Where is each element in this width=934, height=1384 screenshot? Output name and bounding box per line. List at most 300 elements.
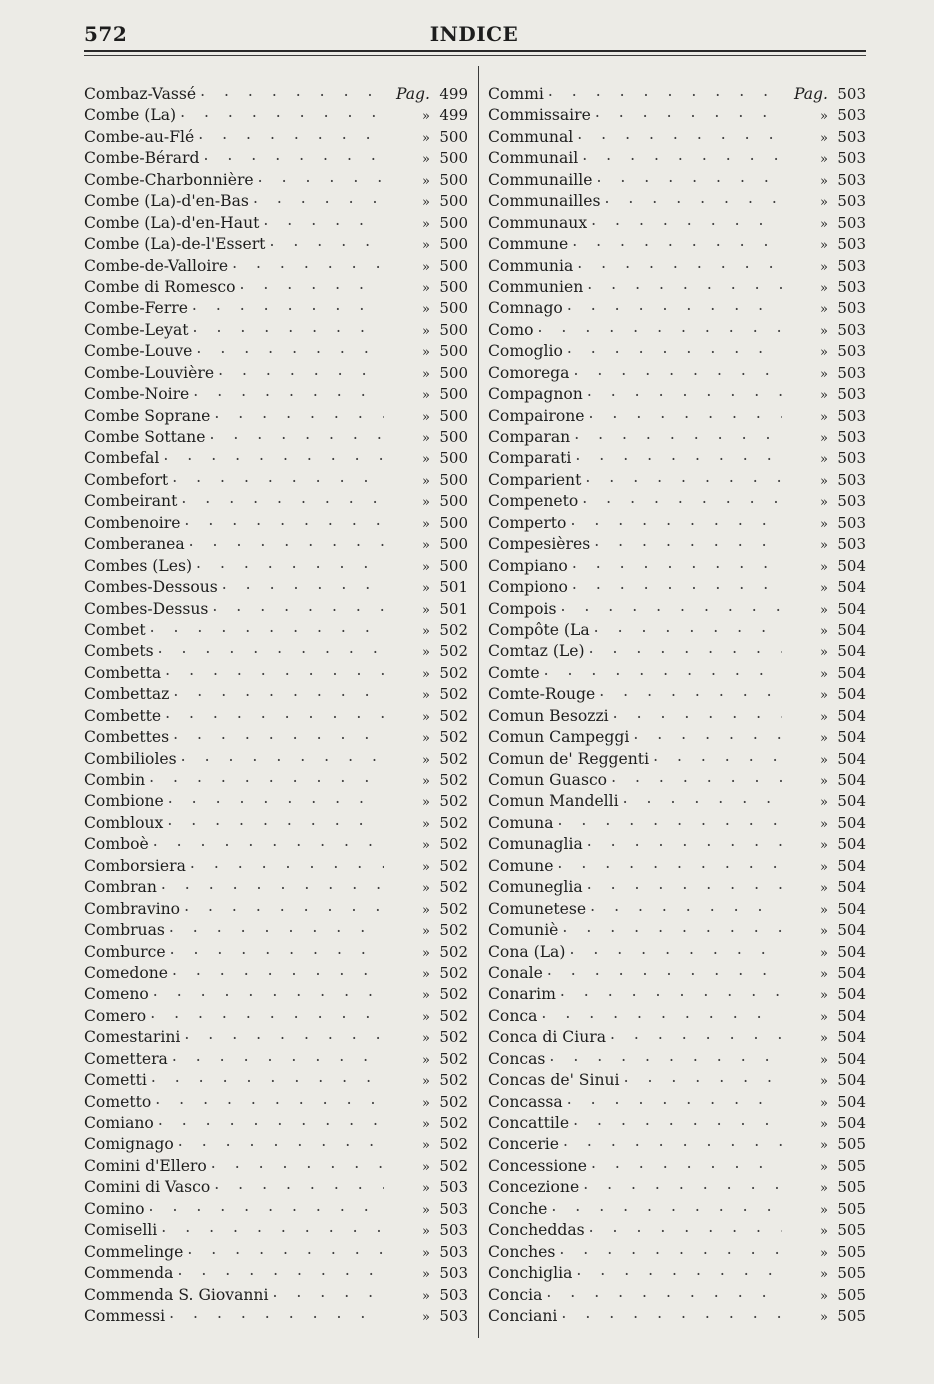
dot-leader	[193, 381, 384, 402]
dot-leader	[149, 767, 384, 788]
entry-page-number: 503	[837, 277, 866, 296]
dot-leader	[253, 188, 384, 209]
dot-leader	[546, 1282, 782, 1303]
dot-leader	[200, 81, 384, 102]
entry-page-prefix: »	[820, 859, 828, 875]
entry-name: Comun Campeggi	[488, 728, 630, 747]
entry-name: Combe-Louve	[84, 342, 193, 361]
entry-name: Comunetese	[488, 899, 587, 918]
entry-page-number: 504	[837, 1114, 866, 1132]
entry-page-number: 500	[439, 127, 468, 146]
entry-page-prefix: »	[820, 1009, 828, 1025]
entry-page-number: 502	[439, 792, 468, 811]
dot-leader	[218, 360, 384, 381]
entry-page-number: 502	[439, 706, 468, 725]
entry-name: Combetta	[84, 663, 162, 682]
entry-page-prefix: »	[422, 859, 430, 875]
entry-page-number: 500	[439, 299, 468, 318]
dot-leader	[155, 1089, 384, 1110]
entry-page-number: 502	[439, 1114, 468, 1132]
entry-page-prefix: »	[422, 966, 430, 982]
entry-page-number: 503	[837, 320, 866, 339]
entry-page-number: 500	[439, 470, 468, 489]
dot-leader	[610, 1024, 782, 1045]
entry-name: Comestarini	[84, 1028, 181, 1047]
entry-page-prefix: »	[820, 795, 828, 811]
entry-page-prefix: Pag.	[793, 85, 828, 103]
entry-name: Commenda S. Giovanni	[84, 1285, 269, 1304]
entry-name: Commenda	[84, 1264, 174, 1283]
dot-leader	[161, 874, 384, 895]
entry-name: Comberanea	[84, 535, 185, 554]
entry-name: Combe (La)-d'en-Bas	[84, 192, 249, 211]
dot-leader	[585, 467, 782, 488]
entry-page-prefix: »	[820, 431, 828, 446]
dot-leader	[269, 231, 384, 252]
entry-page-prefix: »	[820, 881, 828, 897]
dot-leader	[173, 724, 384, 745]
entry-page-prefix: »	[820, 623, 828, 639]
entry-page-number: 505	[837, 1221, 866, 1240]
entry-page-prefix: »	[820, 173, 828, 189]
entry-name: Comnago	[488, 299, 563, 318]
dot-leader	[184, 1024, 384, 1045]
dot-leader	[589, 1217, 782, 1238]
dot-leader	[178, 1131, 384, 1152]
entry-page-number: 502	[439, 835, 468, 854]
dot-leader	[570, 510, 782, 531]
dot-leader	[239, 274, 384, 295]
entry-page-prefix: »	[422, 1181, 430, 1197]
entry-page-number: 504	[837, 985, 866, 1004]
entry-page-number: 502	[439, 921, 468, 940]
entry-name: Communailles	[488, 192, 601, 211]
entry-page-prefix: »	[422, 709, 430, 725]
entry-name: Combette	[84, 706, 162, 725]
entry-page-number: 504	[837, 642, 866, 661]
dot-leader	[190, 853, 384, 874]
dot-leader	[567, 295, 782, 316]
dot-leader	[153, 831, 384, 852]
entry-page-prefix: »	[820, 1052, 828, 1068]
entry-name: Combe Sottane	[84, 428, 206, 446]
entry-page-number: 503	[837, 385, 866, 404]
dot-leader	[560, 596, 782, 617]
dot-leader	[587, 831, 782, 852]
dot-leader	[172, 1046, 384, 1067]
dot-leader	[163, 445, 384, 466]
entry-name: Compois	[488, 599, 557, 618]
entry-name: Combilioles	[84, 749, 177, 768]
entry-page-prefix: »	[422, 1224, 430, 1240]
entry-page-number: 499	[439, 85, 468, 103]
dot-leader	[203, 145, 384, 166]
entry-page-number: 502	[439, 1071, 468, 1090]
entry-name: Communail	[488, 149, 579, 168]
entry-page-prefix: »	[820, 945, 828, 961]
entry-name: Compeneto	[488, 492, 579, 511]
dot-leader	[547, 960, 782, 981]
entry-name: Conca	[488, 1006, 538, 1025]
dot-leader	[214, 403, 384, 424]
entry-page-prefix: »	[422, 152, 430, 168]
dot-leader	[582, 145, 782, 166]
dot-leader	[573, 1110, 782, 1131]
dot-leader	[169, 917, 384, 938]
dot-leader	[158, 638, 384, 659]
entry-page-prefix: »	[820, 1095, 828, 1111]
entry-page-prefix: »	[820, 1224, 828, 1240]
entry-name: Compiono	[488, 578, 568, 597]
entry-page-number: 502	[439, 1006, 468, 1025]
entry-page-number: 500	[439, 535, 468, 554]
entry-page-number: 502	[439, 1049, 468, 1068]
dot-leader	[577, 124, 782, 145]
entry-page-prefix: »	[422, 731, 430, 747]
dot-leader	[198, 124, 384, 145]
dot-leader	[557, 853, 782, 874]
entry-name: Comun de' Reggenti	[488, 749, 650, 768]
entry-page-prefix: »	[422, 388, 430, 404]
dot-leader	[562, 917, 782, 938]
entry-page-number: 503	[439, 1178, 468, 1197]
dot-leader	[567, 1089, 782, 1110]
dot-leader	[193, 317, 384, 338]
entry-name: Comoglio	[488, 342, 563, 361]
entry-page-prefix: »	[820, 838, 828, 854]
entry-page-prefix: »	[820, 902, 828, 918]
header-rule-thin	[84, 55, 866, 56]
entry-name: Combe-Bérard	[84, 149, 200, 168]
entry-page-prefix: »	[820, 1138, 828, 1154]
entry-page-prefix: »	[422, 666, 430, 682]
entry-page-number: 504	[837, 921, 866, 940]
entry-page-number: 502	[439, 813, 468, 832]
dot-leader	[587, 381, 782, 402]
entry-page-prefix: »	[820, 259, 828, 275]
entry-page-number: 500	[439, 192, 468, 211]
entry-name: Combe (La)	[84, 106, 177, 125]
entry-page-number: 503	[837, 106, 866, 125]
dot-leader	[184, 896, 384, 917]
entry-name: Comparati	[488, 449, 572, 468]
dot-leader	[558, 810, 783, 831]
entry-page-prefix: »	[422, 345, 430, 361]
entry-page-prefix: »	[422, 945, 430, 961]
dot-leader	[611, 767, 782, 788]
entry-page-prefix: »	[422, 280, 430, 296]
entry-page-prefix: »	[422, 323, 430, 339]
entry-name: Comignago	[84, 1135, 174, 1154]
dot-leader	[173, 681, 384, 702]
entry-page-prefix: »	[820, 495, 828, 511]
entry-page-number: 504	[837, 599, 866, 618]
entry-page-prefix: »	[820, 1202, 828, 1218]
column-divider	[478, 66, 479, 1338]
entry-page-number: 503	[439, 1285, 468, 1304]
entry-page-prefix: »	[422, 409, 430, 425]
entry-name: Compiano	[488, 556, 568, 575]
dot-leader	[582, 488, 782, 509]
dot-leader	[538, 317, 783, 338]
entry-name: Comun Mandelli	[488, 792, 619, 811]
entry-page-number: 502	[439, 942, 468, 961]
entry-page-prefix: »	[422, 1095, 430, 1111]
entry-name: Combe-au-Flé	[84, 127, 195, 146]
entry-page-prefix: »	[820, 924, 828, 940]
entry-name: Comboè	[84, 835, 149, 854]
dot-leader	[165, 703, 384, 724]
entry-name: Concessione	[488, 1156, 587, 1175]
entry-name: Comperto	[488, 513, 567, 532]
entry-page-number: 502	[439, 1156, 468, 1175]
entry-page-number: 503	[837, 449, 866, 468]
entry-name: Concia	[488, 1285, 543, 1304]
dot-leader	[541, 1003, 782, 1024]
index-entry	[84, 1306, 468, 1327]
entry-name: Combe Soprane	[84, 406, 211, 425]
entry-page-prefix: »	[820, 516, 828, 532]
entry-page-prefix: »	[820, 1117, 828, 1132]
index-column-right	[488, 84, 866, 1327]
entry-name: Combaz-Vassé	[84, 85, 197, 103]
dot-leader	[574, 424, 782, 445]
dot-leader	[549, 1046, 782, 1067]
entry-page-number: 503	[837, 85, 866, 103]
entry-name: Comparient	[488, 470, 582, 489]
entry-page-number: 500	[439, 492, 468, 511]
entry-page-number: 505	[837, 1199, 866, 1218]
dot-leader	[170, 939, 384, 960]
entry-page-number: 502	[439, 1135, 468, 1154]
dot-leader	[165, 660, 384, 681]
entry-page-number: 500	[439, 213, 468, 232]
entry-name: Comettera	[84, 1049, 168, 1068]
entry-page-number: 503	[837, 256, 866, 275]
entry-name: Commi	[488, 85, 544, 103]
entry-page-number: 500	[439, 235, 468, 254]
entry-page-prefix: »	[422, 173, 430, 189]
entry-page-prefix: »	[820, 1288, 828, 1304]
dot-leader	[590, 896, 782, 917]
entry-page-number: 504	[837, 1071, 866, 1090]
dot-leader	[560, 981, 782, 1002]
entry-name: Conches	[488, 1242, 556, 1261]
entry-page-prefix: »	[422, 645, 430, 661]
entry-page-number: 503	[837, 492, 866, 511]
entry-name: Compairone	[488, 406, 585, 425]
entry-page-prefix: »	[422, 302, 430, 318]
entry-name: Comero	[84, 1006, 147, 1025]
entry-name: Comunaglia	[488, 835, 583, 854]
entry-page-prefix: »	[820, 1309, 828, 1325]
index-entry	[488, 1306, 866, 1327]
dot-leader	[158, 1110, 384, 1131]
entry-page-prefix: »	[820, 280, 828, 296]
entry-name: Combin	[84, 771, 146, 789]
dot-leader	[168, 788, 384, 809]
dot-leader	[587, 274, 782, 295]
dot-leader	[599, 681, 782, 702]
entry-page-number: 501	[439, 578, 468, 597]
entry-name: Comun Besozzi	[488, 706, 609, 725]
entry-name: Combe (La)-de-l'Essert	[84, 235, 266, 254]
entry-page-prefix: »	[820, 774, 828, 789]
entry-page-number: 501	[439, 599, 468, 618]
entry-page-number: 500	[439, 149, 468, 168]
dot-leader	[548, 81, 782, 102]
entry-name: Commune	[488, 235, 569, 254]
entry-page-number: 503	[439, 1242, 468, 1261]
entry-page-number: 504	[837, 835, 866, 854]
page-title: INDICE	[429, 22, 519, 46]
entry-page-prefix: »	[820, 388, 828, 404]
entry-name: Conciani	[488, 1306, 558, 1325]
entry-page-number: 502	[439, 771, 468, 789]
entry-page-prefix: »	[820, 302, 828, 318]
dot-leader	[576, 1260, 782, 1281]
entry-page-number: 502	[439, 899, 468, 918]
entry-page-number: 504	[837, 899, 866, 918]
entry-name: Concerie	[488, 1135, 559, 1154]
entry-page-number: 503	[837, 406, 866, 425]
entry-name: Comuneglia	[488, 878, 583, 897]
entry-page-prefix: »	[820, 538, 828, 554]
entry-page-number: 503	[837, 127, 866, 146]
dot-leader	[232, 253, 384, 274]
entry-page-prefix: »	[820, 130, 828, 146]
entry-page-number: 504	[837, 813, 866, 832]
dot-leader	[209, 424, 384, 445]
dot-leader	[211, 1153, 384, 1174]
dot-leader	[572, 553, 782, 574]
dot-leader	[189, 531, 384, 552]
entry-page-number: 503	[439, 1306, 468, 1325]
entry-page-number: 503	[837, 470, 866, 489]
entry-page-prefix: »	[820, 709, 828, 725]
entry-page-prefix: »	[422, 988, 430, 1004]
entry-page-number: 502	[439, 1028, 468, 1047]
dot-leader	[263, 210, 384, 231]
entry-page-number: 500	[439, 513, 468, 532]
dot-leader	[222, 574, 384, 595]
entry-name: Conca di Ciura	[488, 1028, 606, 1047]
page-number: 572	[84, 22, 128, 46]
entry-name: Conchiglia	[488, 1264, 573, 1283]
entry-page-prefix: »	[422, 1309, 430, 1325]
entry-page-prefix: »	[422, 109, 430, 125]
dot-leader	[573, 360, 782, 381]
entry-page-prefix: »	[820, 688, 828, 704]
entry-name: Comburce	[84, 942, 166, 961]
dot-leader	[184, 510, 384, 531]
entry-page-prefix: »	[820, 216, 828, 232]
entry-page-prefix: »	[422, 581, 430, 597]
entry-page-number: 504	[837, 749, 866, 768]
entry-name: Combe-Charbonnière	[84, 170, 254, 189]
entry-name: Comedone	[84, 963, 168, 982]
entry-page-number: 500	[439, 363, 468, 382]
dot-leader	[567, 338, 782, 359]
entry-page-number: 504	[837, 792, 866, 811]
dot-leader	[167, 810, 384, 831]
entry-page-prefix: »	[820, 323, 828, 339]
entry-name: Combravino	[84, 899, 181, 918]
entry-name: Combettaz	[84, 685, 170, 704]
entry-page-number: 504	[837, 556, 866, 575]
entry-name: Commessi	[84, 1306, 166, 1325]
entry-name: Comun Guasco	[488, 771, 608, 789]
dot-leader	[604, 188, 782, 209]
dot-leader	[187, 1239, 384, 1260]
entry-page-prefix: »	[422, 366, 430, 382]
entry-page-prefix: »	[820, 559, 828, 575]
entry-name: Combe-Leyat	[84, 320, 189, 339]
entry-page-prefix: »	[422, 516, 430, 532]
entry-name: Combes-Dessous	[84, 578, 218, 597]
entry-page-number: 504	[837, 620, 866, 639]
entry-page-number: 504	[837, 878, 866, 897]
entry-name: Combenoire	[84, 513, 181, 532]
entry-page-number: 504	[837, 1006, 866, 1025]
entry-page-number: 500	[439, 556, 468, 575]
entry-name: Comte-Rouge	[488, 685, 596, 704]
dot-leader	[594, 617, 782, 638]
dot-leader	[559, 1239, 782, 1260]
entry-page-number: 502	[439, 856, 468, 875]
entry-page-number: 503	[837, 299, 866, 318]
entry-page-number: 503	[837, 213, 866, 232]
entry-page-number: 504	[837, 578, 866, 597]
entry-page-prefix: »	[820, 752, 828, 768]
entry-name: Comino	[84, 1199, 145, 1218]
entry-page-number: 502	[439, 642, 468, 661]
entry-page-prefix: »	[820, 1181, 828, 1197]
entry-page-prefix: »	[820, 452, 828, 468]
entry-name: Como	[488, 320, 534, 339]
entry-name: Conarim	[488, 985, 556, 1004]
entry-page-number: 502	[439, 878, 468, 897]
entry-name: Combets	[84, 642, 154, 661]
entry-page-prefix: »	[422, 259, 430, 275]
entry-name: Communaux	[488, 213, 588, 232]
entry-name: Comiano	[84, 1114, 154, 1132]
entry-page-number: 502	[439, 728, 468, 747]
entry-name: Conche	[488, 1199, 548, 1218]
dot-leader	[653, 746, 782, 767]
entry-page-number: 502	[439, 963, 468, 982]
entry-page-prefix: Pag.	[395, 85, 430, 103]
entry-page-number: 505	[837, 1135, 866, 1154]
dot-leader	[572, 574, 782, 595]
entry-page-number: 504	[837, 663, 866, 682]
entry-page-prefix: »	[422, 495, 430, 511]
entry-page-number: 505	[837, 1178, 866, 1197]
dot-leader	[583, 1174, 782, 1195]
entry-page-prefix: »	[422, 924, 430, 940]
entry-page-prefix: »	[422, 602, 430, 618]
dot-leader	[591, 1153, 782, 1174]
entry-page-number: 500	[439, 342, 468, 361]
entry-name: Concezione	[488, 1178, 580, 1197]
entry-page-number: 503	[439, 1221, 468, 1240]
entry-name: Compôte (La	[488, 620, 590, 639]
entry-name: Combe (La)-d'en-Haut	[84, 213, 260, 232]
entry-name: Conale	[488, 963, 543, 982]
entry-name: Comte	[488, 663, 540, 682]
entry-page-prefix: »	[422, 130, 430, 146]
entry-page-prefix: »	[422, 1138, 430, 1154]
